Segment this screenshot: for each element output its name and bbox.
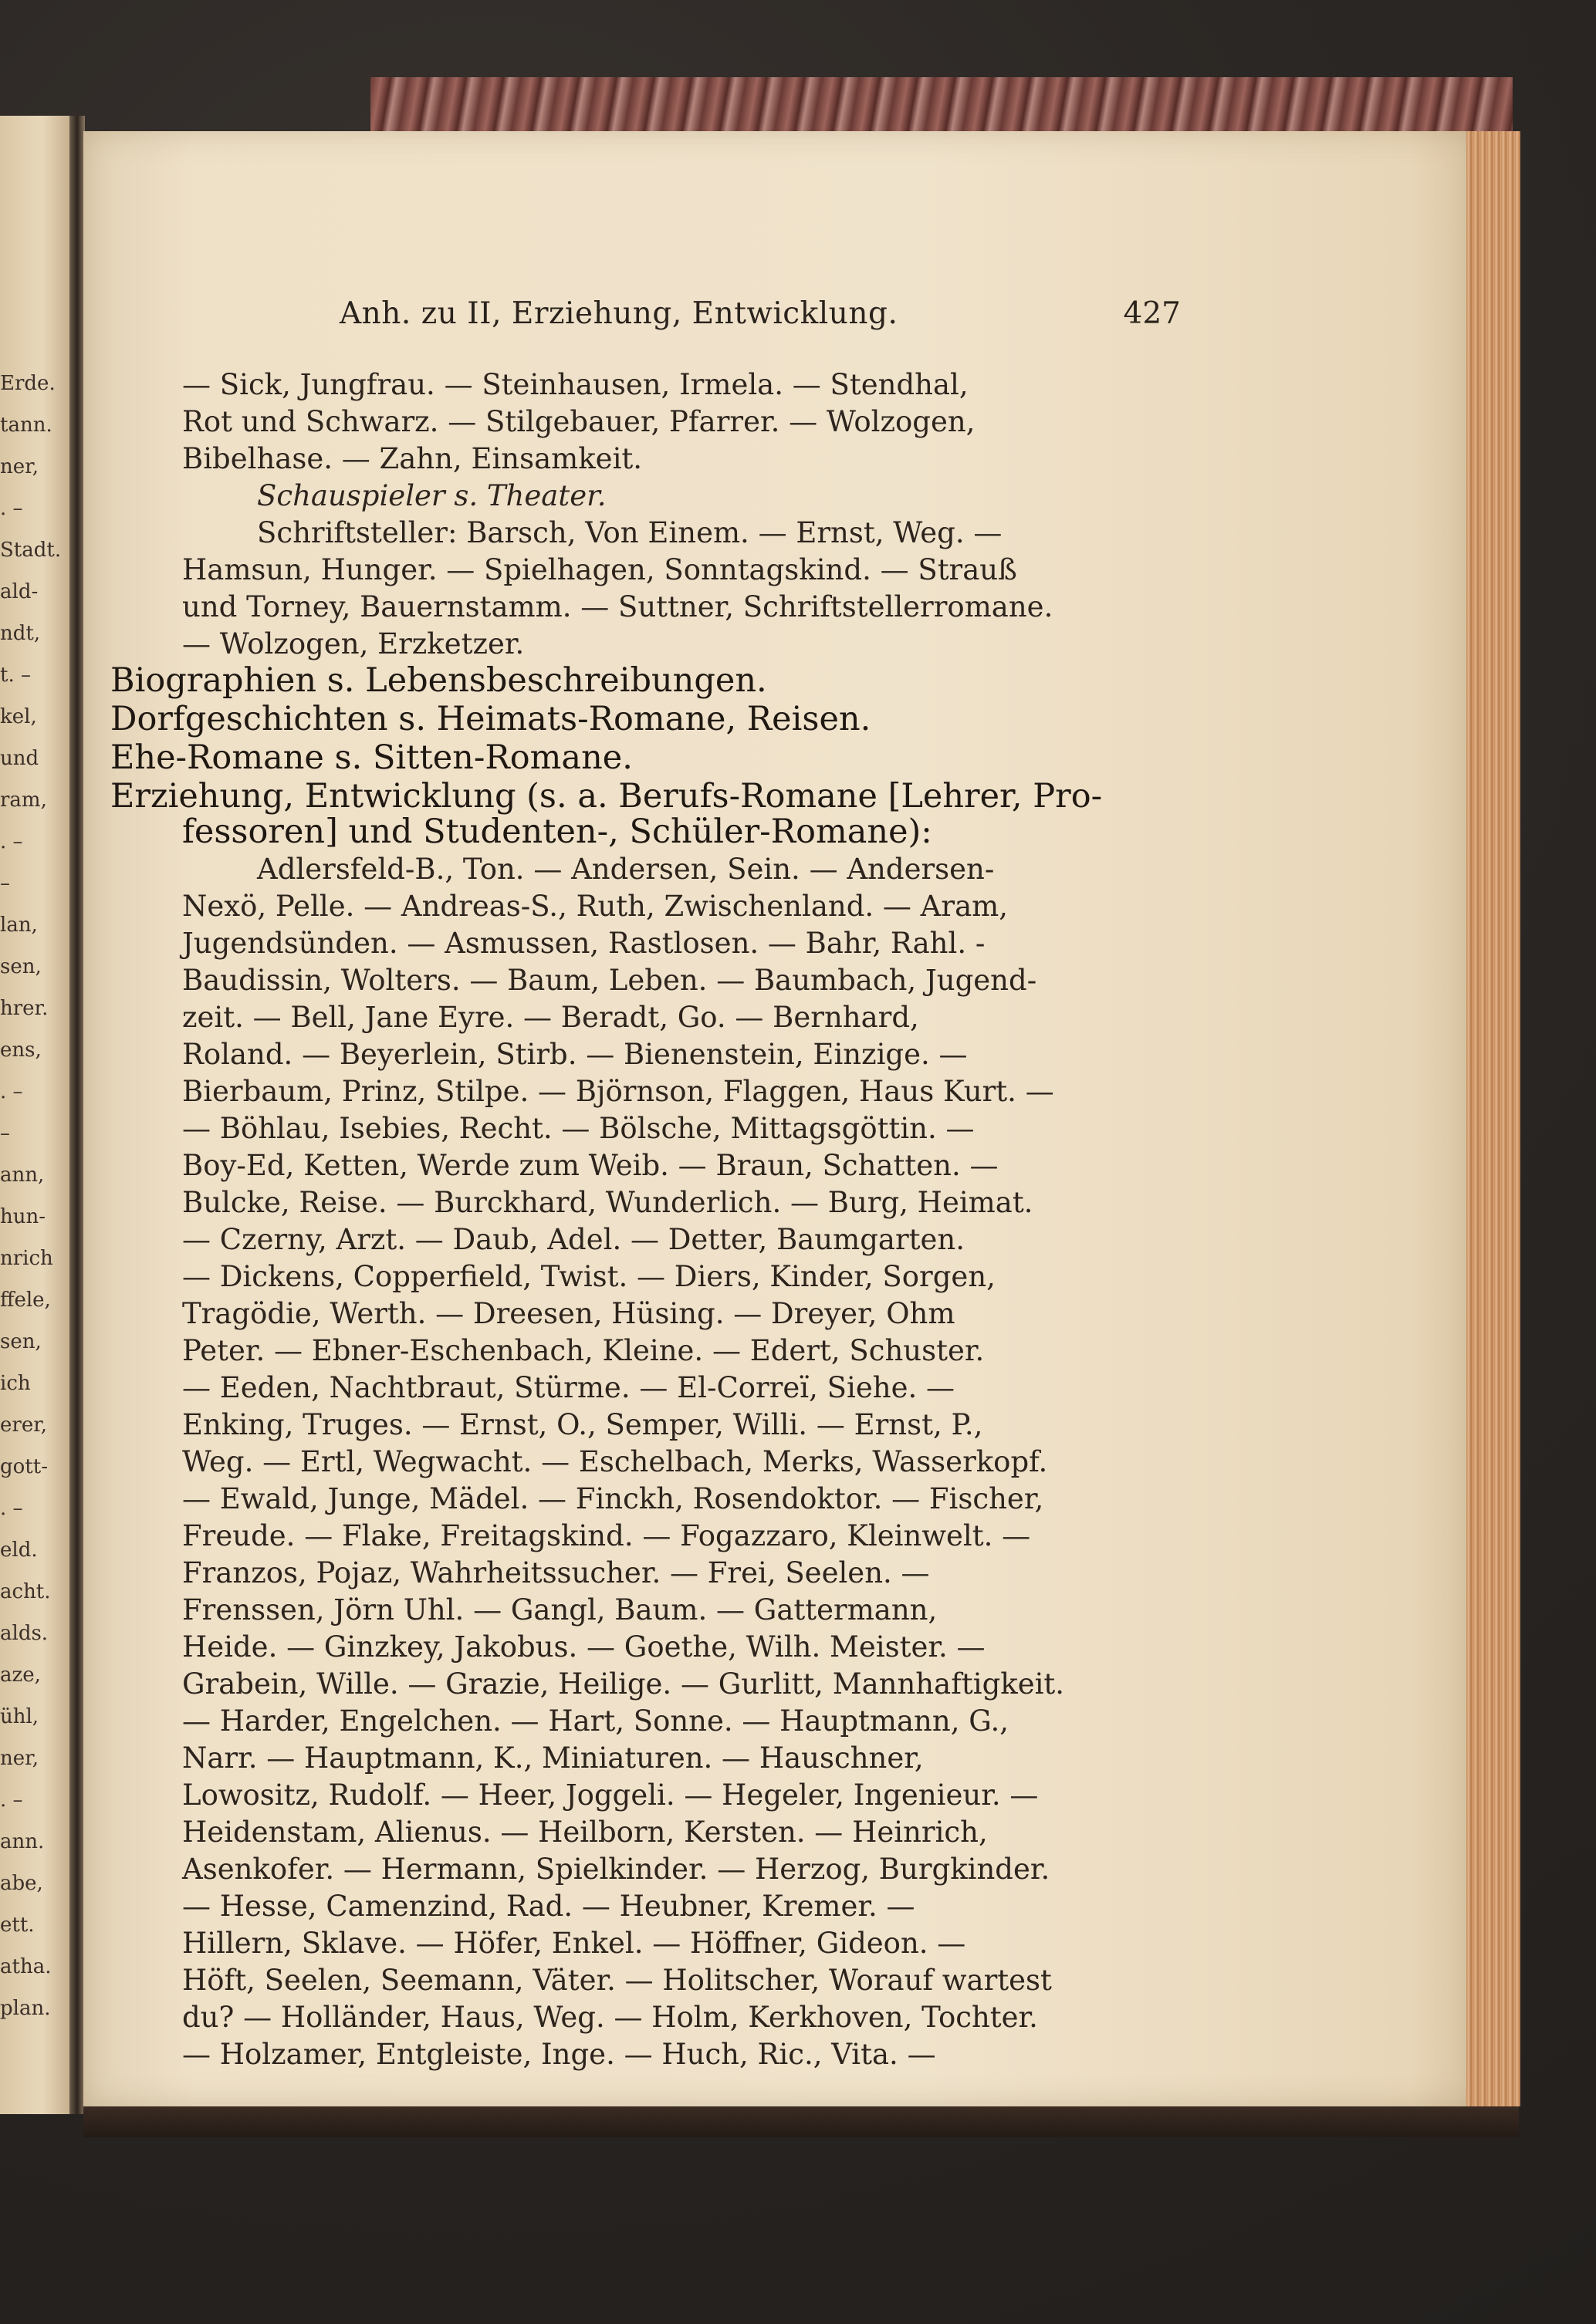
left-page-fragment: . –	[0, 830, 23, 853]
text-line: Boy-Ed, Ketten, Werde zum Weib. — Braun, Schatten. —	[182, 1149, 999, 1182]
left-page-fragment: gott-	[0, 1455, 48, 1478]
text-line: — Dickens, Copperfield, Twist. — Diers, Kinder, Sorgen,	[182, 1260, 996, 1293]
left-page-fragment: ann.	[0, 1830, 45, 1853]
entry-heading: Biographien s. Lebensbeschreibungen.	[110, 661, 767, 700]
left-page-fragment: atha.	[0, 1955, 52, 1978]
marbled-edge	[370, 77, 1513, 131]
text-line: und Torney, Bauernstamm. — Suttner, Schriftstellerromane.	[182, 590, 1053, 623]
left-page-fragment: und	[0, 747, 39, 770]
text-line: Enking, Truges. — Ernst, O., Semper, Willi. — Ernst, P.,	[182, 1408, 983, 1441]
text-line: — Böhlau, Isebies, Recht. — Bölsche, Mittagsgöttin. —	[182, 1112, 975, 1145]
text-line: — Hesse, Camenzind, Rad. — Heubner, Kremer. —	[182, 1890, 915, 1923]
left-page-fragment: –	[0, 1122, 10, 1145]
left-page-fragment: ndt,	[0, 622, 41, 645]
text-line: Asenkofer. — Hermann, Spielkinder. — Herzog, Burgkinder.	[182, 1853, 1050, 1886]
text-line: Hamsun, Hunger. — Spielhagen, Sonntagskind. — Strauß	[182, 553, 1017, 586]
left-page-fragment: ühl,	[0, 1705, 39, 1728]
text-line: Narr. — Hauptmann, K., Miniaturen. — Hauschner,	[182, 1741, 924, 1775]
text-line: Franzos, Pojaz, Wahrheitssucher. — Frei, Seelen. —	[182, 1556, 930, 1589]
left-page-fragment: Stadt.	[0, 539, 62, 562]
left-page-fragment: Erde.	[0, 372, 56, 395]
entry-heading: Dorfgeschichten s. Heimats-Romane, Reisen.	[110, 700, 871, 738]
left-page-fragment: ann,	[0, 1164, 45, 1187]
left-page-fragment: . –	[0, 1080, 23, 1103]
left-page-fragment: eld.	[0, 1539, 38, 1562]
text-line: Heidenstam, Alienus. — Heilborn, Kersten. — Heinrich,	[182, 1816, 988, 1849]
text-line: zeit. — Bell, Jane Eyre. — Beradt, Go. — Bernhard,	[182, 1001, 919, 1034]
bottom-board	[83, 2106, 1519, 2137]
left-page-fragment: ner,	[0, 455, 39, 478]
text-line: Lowositz, Rudolf. — Heer, Joggeli. — Hegeler, Ingenieur. —	[182, 1778, 1039, 1812]
left-page-fragment: . –	[0, 1789, 23, 1812]
left-page-fragment: ner,	[0, 1747, 39, 1770]
running-header	[340, 296, 1181, 343]
text-line: Freude. — Flake, Freitagskind. — Fogazzaro, Kleinwelt. —	[182, 1519, 1031, 1552]
left-page-fragment: t. –	[0, 664, 31, 687]
left-page-fragment: acht.	[0, 1580, 51, 1603]
text-line: — Wolzogen, Erzketzer.	[182, 627, 525, 660]
text-line: Adlersfeld-B., Ton. — Andersen, Sein. — Andersen-	[257, 853, 995, 886]
page-number: 427	[1123, 296, 1181, 331]
left-page-fragment: alds.	[0, 1622, 49, 1645]
left-page-fragment: kel,	[0, 705, 37, 728]
entry-heading: fessoren] und Studenten-, Schüler-Romane):	[182, 812, 932, 851]
text-line: Grabein, Wille. — Grazie, Heilige. — Gurlitt, Mannhaftigkeit.	[182, 1667, 1065, 1701]
text-line: Schauspieler s. Theater.	[257, 479, 607, 512]
left-page-fragment: abe,	[0, 1872, 43, 1895]
left-page-fragment: . –	[0, 1497, 23, 1520]
entry-heading: Ehe-Romane s. Sitten-Romane.	[110, 738, 633, 777]
left-page-fragment: erer,	[0, 1414, 48, 1437]
text-line: — Eeden, Nachtbraut, Stürme. — El-Correï, Siehe. —	[182, 1371, 955, 1404]
text-line: du? — Holländer, Haus, Weg. — Holm, Kerkhoven, Tochter.	[182, 2001, 1038, 2034]
text-line: Roland. — Beyerlein, Stirb. — Bienenstein, Einzige. —	[182, 1038, 968, 1071]
text-line: Bierbaum, Prinz, Stilpe. — Björnson, Flaggen, Haus Kurt. —	[182, 1075, 1054, 1108]
text-line: — Harder, Engelchen. — Hart, Sonne. — Hauptmann, G.,	[182, 1704, 1009, 1738]
text-line: — Czerny, Arzt. — Daub, Adel. — Detter, Baumgarten.	[182, 1223, 965, 1256]
left-page-fragment: plan.	[0, 1997, 51, 2020]
text-line: Tragödie, Werth. — Dreesen, Hüsing. — Dreyer, Ohm	[182, 1297, 955, 1330]
text-line: Nexö, Pelle. — Andreas-S., Ruth, Zwischenland. — Aram,	[182, 890, 1008, 923]
text-line: Rot und Schwarz. — Stilgebauer, Pfarrer. — Wolzogen,	[182, 405, 976, 438]
entry-heading: Erziehung, Entwicklung (s. a. Berufs-Romane [Lehrer, Pro-	[110, 777, 1103, 816]
left-page-fragment: aze,	[0, 1664, 41, 1687]
text-line: Bulcke, Reise. — Burckhard, Wunderlich. — Burg, Heimat.	[182, 1186, 1033, 1219]
page-edges	[1466, 131, 1520, 2106]
book-gutter	[69, 116, 85, 2114]
text-line: Höft, Seelen, Seemann, Väter. — Holitscher, Worauf wartest	[182, 1964, 1052, 1997]
text-line: — Ewald, Junge, Mädel. — Finckh, Rosendoktor. — Fischer,	[182, 1482, 1044, 1515]
text-line: Baudissin, Wolters. — Baum, Leben. — Baumbach, Jugend-	[182, 964, 1037, 997]
text-line: Heide. — Ginzkey, Jakobus. — Goethe, Wilh. Meister. —	[182, 1630, 986, 1664]
left-page-fragment: hrer.	[0, 997, 49, 1020]
left-page-fragment: ens,	[0, 1039, 42, 1062]
left-page-fragment: lan,	[0, 914, 38, 937]
running-title: Anh. zu II, Erziehung, Entwicklung.	[340, 296, 898, 331]
left-page-fragment: tann.	[0, 414, 52, 437]
left-page-fragment: –	[0, 872, 10, 895]
text-line: — Sick, Jungfrau. — Steinhausen, Irmela. — Stendhal,	[182, 368, 969, 401]
text-line: — Holzamer, Entgleiste, Inge. — Huch, Ric., Vita. —	[182, 2038, 936, 2071]
text-line: Weg. — Ertl, Wegwacht. — Eschelbach, Merks, Wasserkopf.	[182, 1445, 1048, 1478]
left-page-fragment: nrich	[0, 1247, 53, 1270]
left-page-fragment: ram,	[0, 789, 47, 812]
left-page-fragment: ffele,	[0, 1289, 51, 1312]
left-page-text-fragments	[0, 363, 69, 2029]
left-page-fragment: sen,	[0, 1330, 42, 1353]
left-page-fragment: sen,	[0, 955, 42, 978]
left-page-fragment: . –	[0, 497, 23, 520]
text-line: Jugendsünden. — Asmussen, Rastlosen. — Bahr, Rahl. -	[182, 927, 986, 960]
text-line: Peter. — Ebner-Eschenbach, Kleine. — Edert, Schuster.	[182, 1334, 985, 1367]
left-page-fragment: ald-	[0, 580, 39, 603]
text-line: Bibelhase. — Zahn, Einsamkeit.	[182, 442, 643, 475]
text-line: Schriftsteller: Barsch, Von Einem. — Ernst, Weg. —	[257, 516, 1003, 549]
text-line: Hillern, Sklave. — Höfer, Enkel. — Höffner, Gideon. —	[182, 1927, 966, 1960]
text-line: Frenssen, Jörn Uhl. — Gangl, Baum. — Gattermann,	[182, 1593, 938, 1626]
left-page-fragment: ett.	[0, 1914, 35, 1937]
left-page-fragment: hun-	[0, 1205, 46, 1228]
left-page-fragment: ich	[0, 1372, 31, 1395]
